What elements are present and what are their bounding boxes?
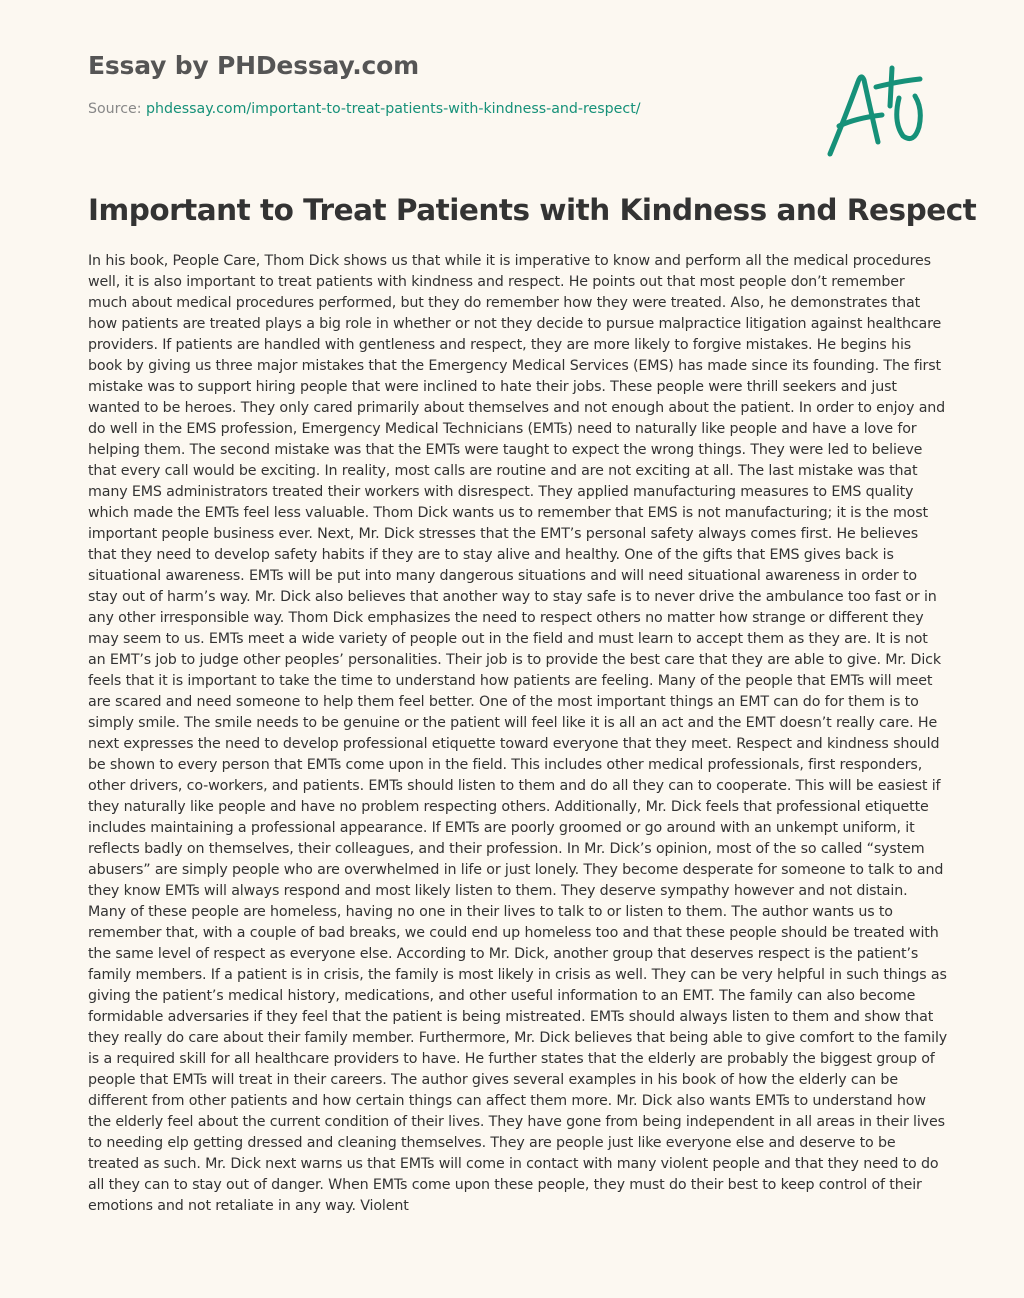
page-header bbox=[88, 50, 788, 119]
source-link[interactable]: phdessay.com/important-to-treat-patients-with-kindness-and-respect/ bbox=[146, 101, 641, 117]
site-title: Essay by PHDessay.com bbox=[88, 51, 419, 80]
source-label: Source: bbox=[88, 101, 147, 117]
a-plus-logo-icon bbox=[820, 60, 930, 160]
essay-title: Important to Treat Patients with Kindness and Respect bbox=[88, 193, 977, 227]
essay-body bbox=[88, 251, 948, 1298]
source-line bbox=[88, 99, 788, 119]
essay-text: In his book, People Care, Thom Dick shows us that while it is imperative to know and perform all the medical procedures well, it is also important to treat patients with kindness and respect. He points out that most people don’t remember much about medical procedures performed, but they do remember how they were treated. Also, he demonstrates that how patients are treated plays a big role in whether or not they decide to pursue malpractice litigation against healthcare providers. If patients are handled with gentleness and respect, they are more likely to forgive mistakes. He begins his book by giving us three major mistakes that the Emergency Medical Services (EMS) has made since its founding. The first mistake was to support hiring people that were inclined to hate their jobs. These people were thrill seekers and just wanted to be heroes. They only cared primarily about themselves and not enough about the patient. In order to enjoy and do well in the EMS profession, Emergency Medical Technicians (EMTs) need to naturally like people and have a love for helping them. The second mistake was that the EMTs were taught to expect the wrong things. They were led to believe that every call would be exciting. In reality, most calls are routine and are not exciting at all. The last mistake was that many EMS administrators treated their workers with disrespect. They applied manufacturing measures to EMS quality which made the EMTs feel less valuable. Thom Dick wants us to remember that EMS is not manufacturing; it is the most important people business ever. Next, Mr. Dick stresses that the EMT’s personal safety always comes first. He believes that they need to develop safety habits if they are to stay alive and healthy. One of the gifts that EMS gives back is situational awareness. EMTs will be put into many dangerous situations and will need situational awareness in order to stay out of harm’s way. Mr. Dick also believes that another way to stay safe is to never drive the ambulance too fast or in any other irresponsible way. Thom Dick emphasizes the need to respect others no matter how strange or different they may seem to us. EMTs meet a wide variety of people out in the field and must learn to accept them as they are. It is not an EMT’s job to judge other peoples’ personalities. Their job is to provide the best care that they are able to give. Mr. Dick feels that it is important to take the time to understand how patients are feeling. Many of the people that EMTs will meet are scared and need someone to help them feel better. One of the most important things an EMT can do for them is to simply smile. The smile needs to be genuine or the patient will feel like it is all an act and the EMT doesn’t really care. He next expresses the need to develop professional etiquette toward everyone that they meet. Respect and kindness should be shown to every person that EMTs come upon in the field. This includes other medical professionals, first responders, other drivers, co-workers, and patients. EMTs should listen to them and do all they can to cooperate. This will be easiest if they naturally like people and have no problem respecting others. Additionally, Mr. Dick feels that professional etiquette includes maintaining a professional appearance. If EMTs are poorly groomed or go around with an unkempt uniform, it reflects badly on themselves, their colleagues, and their profession. In Mr. Dick’s opinion, most of the so called “system abusers” are simply people who are overwhelmed in life or just lonely. They become desperate for someone to talk to and they know EMTs will always respond and most likely listen to them. They deserve sympathy however and not distain. Many of these people are homeless, having no one in their lives to talk to or listen to them. The author wants us to remember that, with a couple of bad breaks, we could end up homeless too and that these people should be treated with the same level of respect as everyone else. According to Mr. Dick, another group that deserves respect is the patient’s family members. If a patient is in crisis, the family is most likely in crisis as well. They can be very helpful in such things as giving the patient’s medical history, medications, and other useful information to an EMT. The family can also become formidable adversaries if they feel that the patient is being mistreated. EMTs should always listen to them and show that they really do care about their family member. Furthermore, Mr. Dick believes that being able to give comfort to the family is a required skill for all healthcare providers to have. He further states that the elderly are probably the biggest group of people that EMTs will treat in their careers. The author gives several examples in his book of how the elderly can be different from other patients and how certain things can affect them more. Mr. Dick also wants EMTs to understand how the elderly feel about the current condition of their lives. They have gone from being independent in all areas in their lives to needing elp getting dressed and cleaning themselves. They are people just like everyone else and deserve to be treated as such. Mr. Dick next warns us that EMTs will come in contact with many violent people and that they need to do all they can to stay out of danger. When EMTs come upon these people, they must do their best to keep control of their emotions and not retaliate in any way. Violent bbox=[88, 253, 948, 1214]
